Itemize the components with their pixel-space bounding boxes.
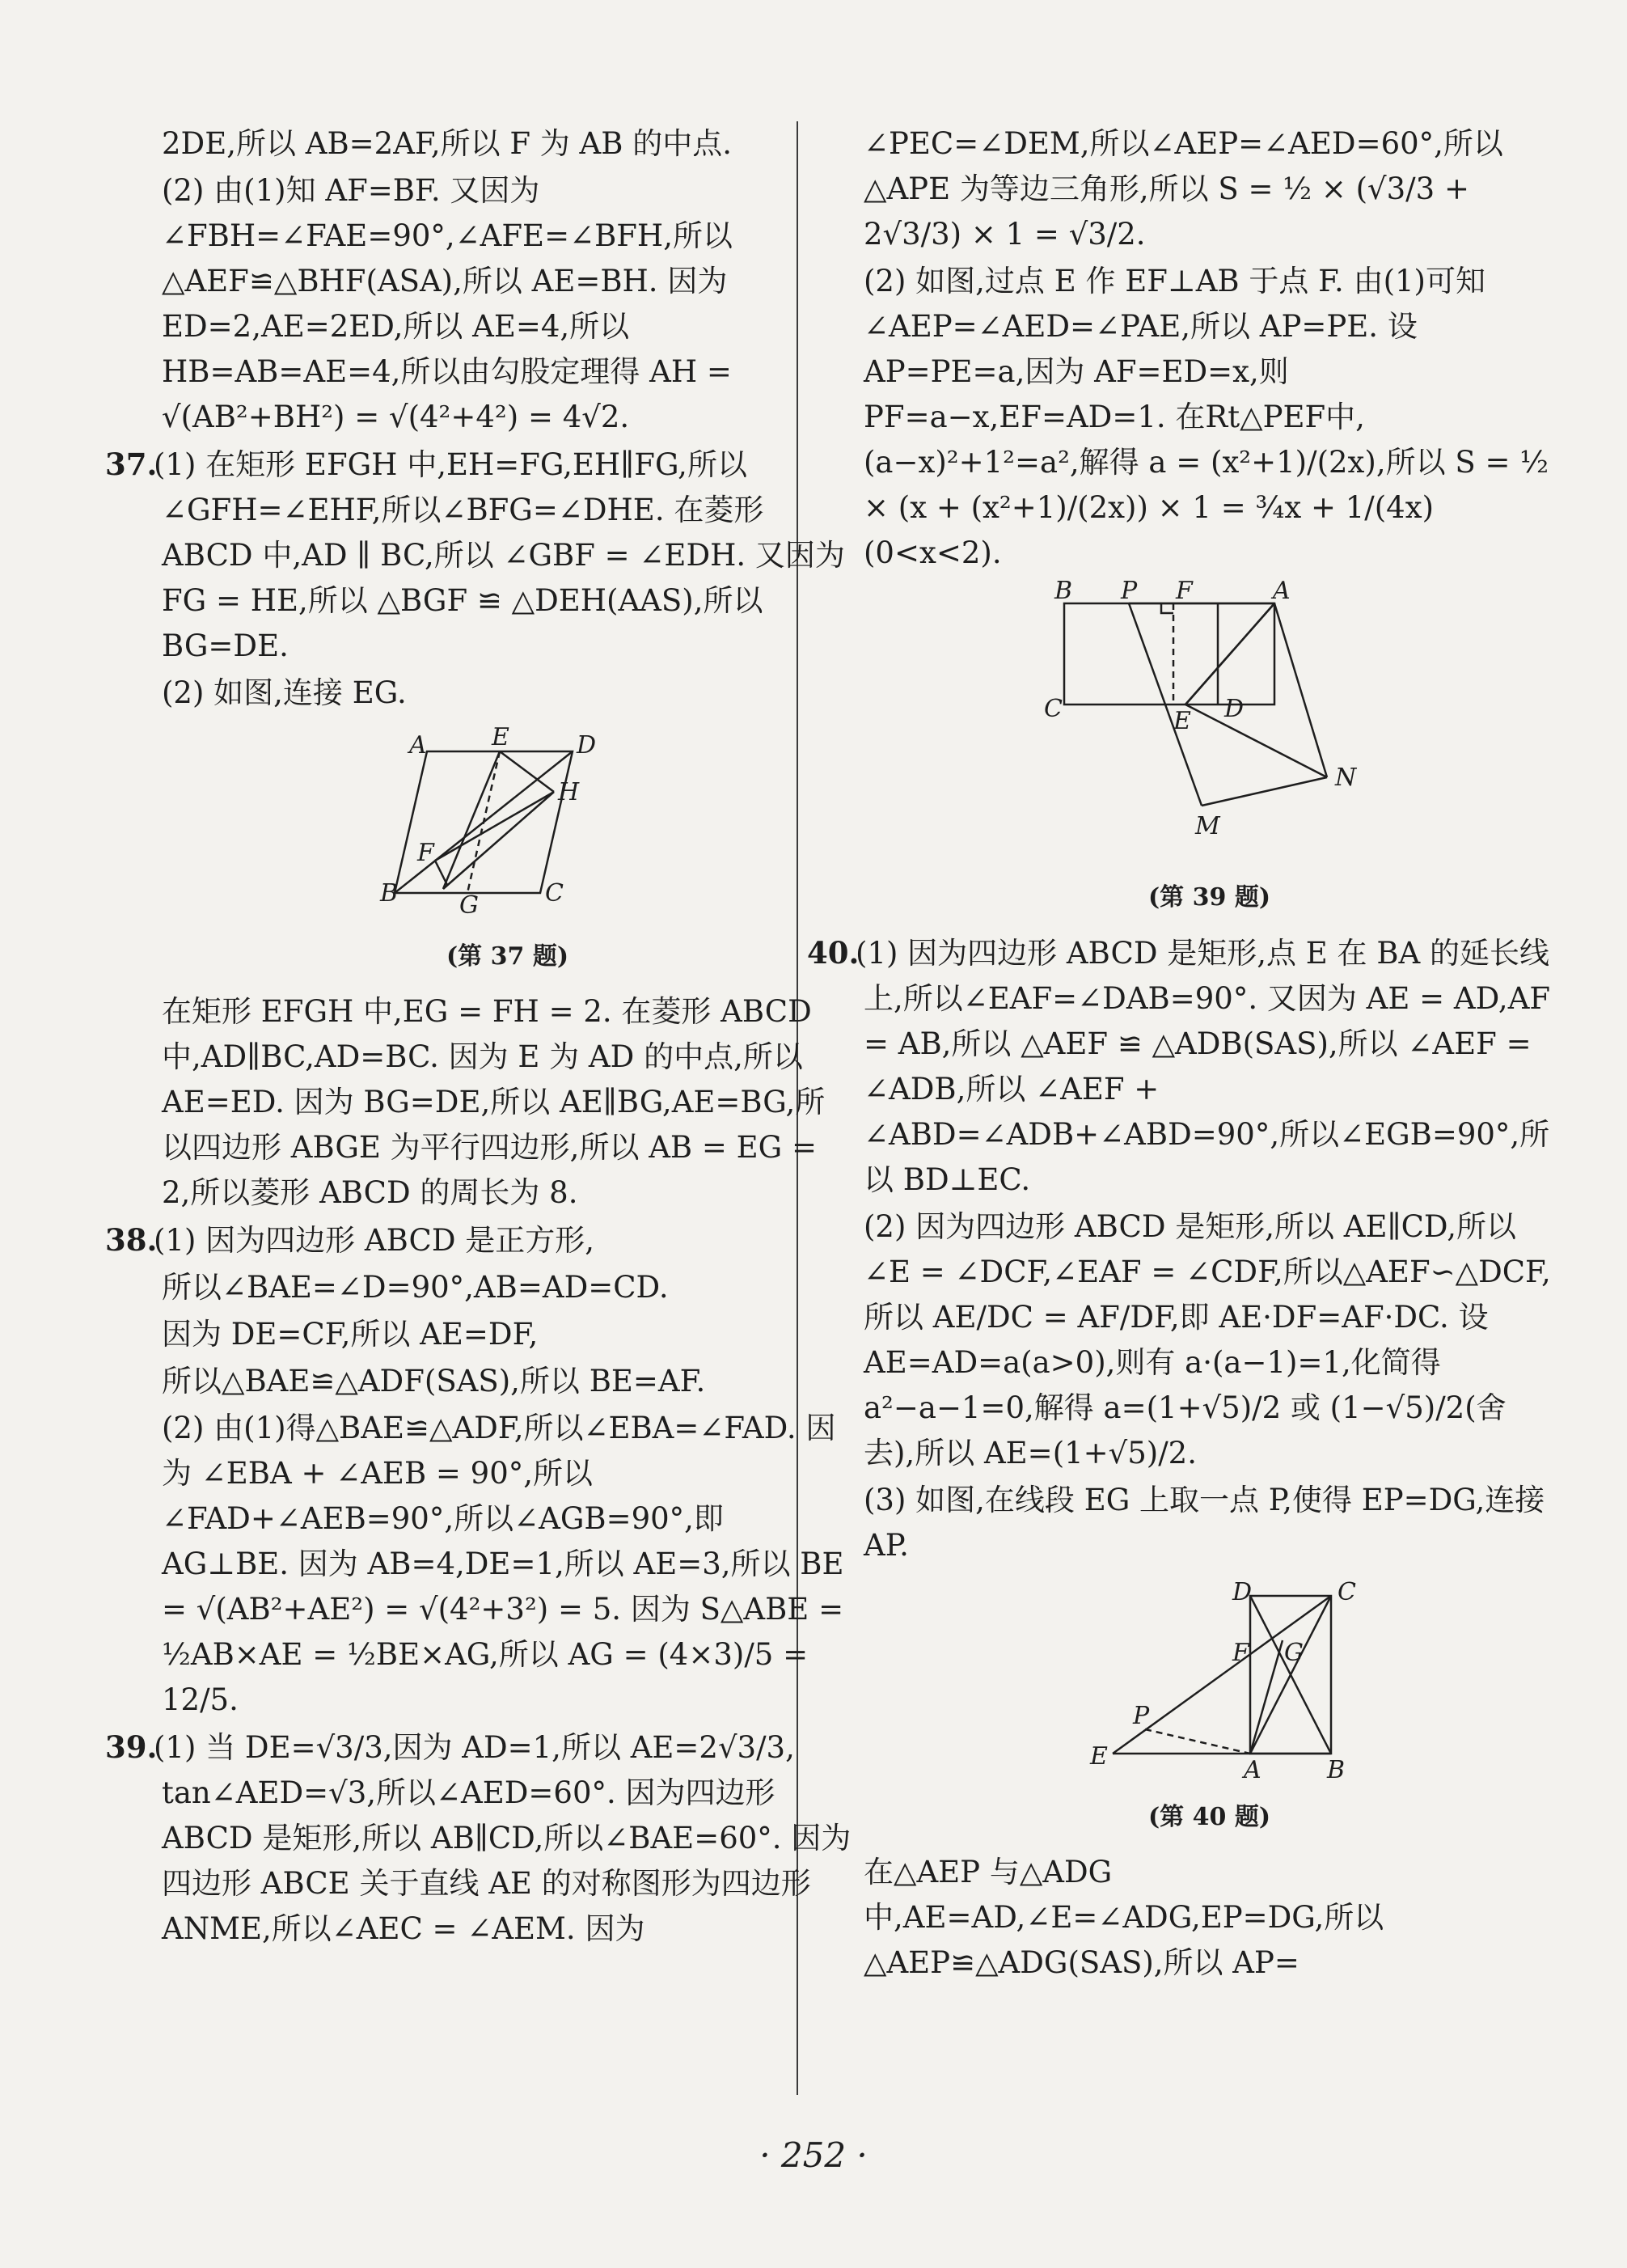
q38-line3: 因为 DE=CF,所以 AE=DF, [162, 1317, 539, 1352]
fig39-label-E: E [1173, 707, 1191, 735]
fig39-label-P: P [1120, 577, 1137, 605]
fig39-label-N: N [1334, 764, 1356, 792]
fig40-label-B: B [1326, 1756, 1345, 1784]
fig39-label-M: M [1194, 812, 1220, 840]
q39-part2: (2) 如图,过点 E 作 EF⊥AB 于点 F. 由(1)可知∠AEP=∠AED=∠PAE,所以 AP=PE. 设 AP=PE=a,因为 AF=ED=x,则 PF=a−x,EF=AD=1. 在Rt△PEF中,(a−x)²+1²=a²,解得 a = (x²+1)/(2x),所以 S = ½ × (x + (x²+1)/(2x)) × 1 = ¾x + 1/(4x) (0<x<2). [864, 264, 1549, 570]
fig37-label-E: E [491, 723, 509, 751]
q37-part1 [105, 442, 853, 669]
page-number: · 252 · [759, 2135, 868, 2175]
fig40-label-P: P [1132, 1702, 1149, 1730]
figure-40 [864, 1580, 1555, 1795]
fig39-label-C: C [1043, 695, 1063, 723]
figure-37 [162, 723, 853, 934]
q37-number: 37. [105, 446, 158, 482]
fig39-label-B: B [1054, 577, 1072, 605]
fig39-label-A: A [1272, 577, 1291, 605]
q37-part2: (2) 如图,连接 EG. [162, 675, 407, 710]
q39-continued: ∠PEC=∠DEM,所以∠AEP=∠AED=60°,所以△APE 为等边三角形,所以 S = ½ × (√3/3 + 2√3/3) × 1 = √3/2. [864, 126, 1503, 252]
fig37-label-B: B [379, 879, 398, 908]
fig37-label-F: F [416, 839, 434, 867]
fig37-label-D: D [576, 731, 596, 760]
q38-line2: 所以∠BAE=∠D=90°,AB=AD=CD. [162, 1270, 669, 1305]
figure-37-svg [379, 723, 629, 921]
figure-39-svg [1040, 577, 1380, 862]
q38-number: 38. [105, 1222, 158, 1258]
fig40-label-F: F [1232, 1639, 1249, 1667]
left-column [105, 121, 853, 1953]
q38-line1 [105, 1217, 853, 1263]
figure-40-svg [1064, 1580, 1355, 1782]
q39-number: 39. [105, 1729, 158, 1765]
left-top-paragraph: (2) 由(1)知 AF=BF. 又因为∠FBH=∠FAE=90°,∠AFE=∠BFH,所以△AEF≌△BHF(ASA),所以 AE=BH. 因为 ED=2,AE=2ED,所以 AE=4,所以 HB=AB=AE=4,所以由勾股定理得 AH = √(AB²+BH²) = √(4²+4²) = 4√2. [162, 173, 733, 434]
fig37-label-H: H [557, 778, 579, 806]
figure-37-caption: (第 37 题) [446, 942, 569, 971]
q40-part3: (3) 如图,在线段 EG 上取一点 P,使得 EP=DG,连接 AP. [864, 1483, 1545, 1563]
right-column [807, 121, 1555, 1987]
q39-part1-text: (1) 当 DE=√3/3,因为 AD=1,所以 AE=2√3/3, tan∠AED=√3,所以∠AED=60°. 因为四边形 ABCD 是矩形,所以 AB∥CD,所以∠BAE=60°. 因为四边形 ABCE 关于直线 AE 的对称图形为四边形 ANME,所以∠AEC = ∠AEM. 因为 [154, 1730, 852, 1946]
fig39-label-D: D [1223, 695, 1244, 723]
q40-number: 40. [807, 935, 860, 971]
fig40-label-G: G [1283, 1639, 1304, 1667]
figure-39-caption: (第 39 题) [1147, 883, 1271, 912]
q39-part1 [105, 1724, 853, 1952]
left-top-line: 2DE,所以 AB=2AF,所以 F 为 AB 的中点. [162, 126, 732, 161]
q40-part1 [807, 930, 1555, 1203]
fig37-label-C: C [544, 879, 564, 908]
fig37-label-A: A [408, 731, 427, 760]
fig40-label-C: C [1337, 1578, 1356, 1606]
fig37-label-G: G [459, 891, 479, 920]
q38-part2: (2) 由(1)得△BAE≌△ADF,所以∠EBA=∠FAD. 因为 ∠EBA + ∠AEB = 90°,所以∠FAD+∠AEB=90°,所以∠AGB=90°,即 AG⊥BE. 因为 AB=4,DE=1,所以 AE=3,所以 BE = √(AB²+AE²) = √(4²+3²) = 5. 因为 S△ABE = ½AB×AE = ½BE×AG,所以 AG = (4×3)/5 = 12/5. [162, 1411, 844, 1717]
q37-part3: 在矩形 EFGH 中,EG = FH = 2. 在菱形 ABCD 中,AD∥BC,AD=BC. 因为 E 为 AD 的中点,所以 AE=ED. 因为 BG=DE,所以 AE∥BG,AE=BG,所以四边形 ABGE 为平行四边形,所以 AB = EG = 2,所以菱形 ABCD 的周长为 8. [162, 994, 826, 1210]
fig40-label-A: A [1243, 1756, 1261, 1784]
fig40-label-D: D [1232, 1578, 1252, 1606]
q38-line1-text: (1) 因为四边形 ABCD 是正方形, [154, 1223, 595, 1258]
fig39-label-F: F [1175, 577, 1193, 605]
fig40-label-E: E [1089, 1742, 1108, 1771]
q38-line4: 所以△BAE≌△ADF(SAS),所以 BE=AF. [162, 1364, 706, 1398]
figure-39 [864, 577, 1555, 875]
q40-part3-answer: 在△AEP 与△ADG 中,AE=AD,∠E=∠ADG,EP=DG,所以△AEP≌△ADG(SAS),所以 AP= [864, 1855, 1384, 1980]
q40-part2: (2) 因为四边形 ABCD 是矩形,所以 AE∥CD,所以 ∠E = ∠DCF,∠EAF = ∠CDF,所以△AEF∽△DCF,所以 AE/DC = AF/DF,即 AE·DF=AF·DC. 设 AE=AD=a(a>0),则有 a·(a−1)=1,化简得 a²−a−1=0,解得 a=(1+√5)/2 或 (1−√5)/2(舍去),所以 AE=(1+√5)/2. [864, 1209, 1551, 1470]
q40-part1-text: (1) 因为四边形 ABCD 是矩形,点 E 在 BA 的延长线上,所以∠EAF=∠DAB=90°. 又因为 AE = AD,AF = AB,所以 △AEF ≌ △ADB(SAS),所以 ∠AEF = ∠ADB,所以 ∠AEF + ∠ABD=∠ADB+∠ABD=90°,所以∠EGB=90°,所以 BD⊥EC. [856, 936, 1551, 1197]
q37-part1-text: (1) 在矩形 EFGH 中,EH=FG,EH∥FG,所以∠GFH=∠EHF,所以∠BFG=∠DHE. 在菱形 ABCD 中,AD ∥ BC,所以 ∠GBF = ∠EDH. 又因为 FG = HE,所以 △BGF ≌ △DEH(AAS),所以 BG=DE. [154, 447, 845, 663]
figure-40-caption: (第 40 题) [1147, 1803, 1271, 1831]
